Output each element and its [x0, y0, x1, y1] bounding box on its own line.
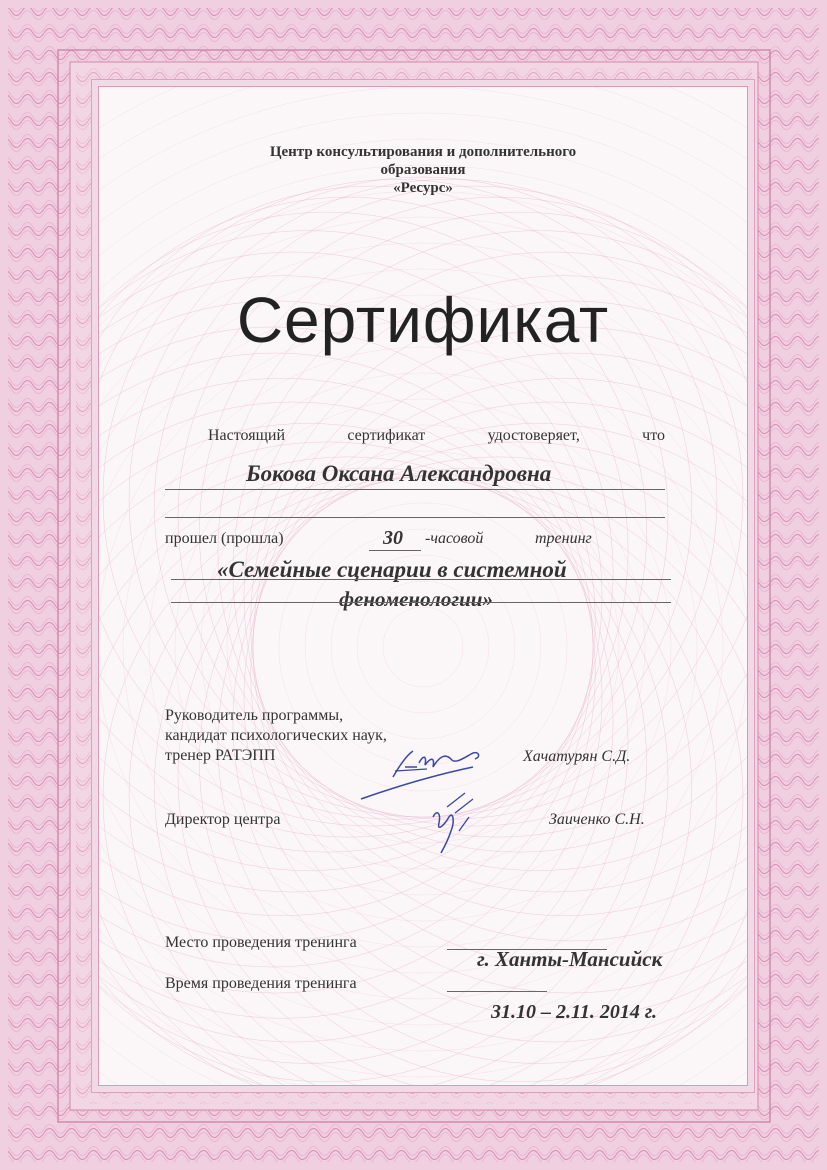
organization-line-3: «Ресурс» [393, 180, 453, 196]
training-underline-1 [171, 579, 671, 580]
intro-sentence [208, 427, 665, 445]
program-head-title-1: Руководитель программы, [165, 707, 344, 724]
organization-line-2: образования [380, 162, 466, 178]
signature-director [425, 787, 495, 859]
intro-word: удостоверяет, [487, 427, 580, 444]
blank-underline [165, 517, 665, 518]
training-type: тренинг [535, 530, 592, 547]
training-underline-2 [171, 602, 671, 603]
program-head-title-3: тренер РАТЭПП [165, 747, 276, 764]
recipient-name: Бокова Оксана Александровна [246, 461, 552, 486]
program-head-title-2: кандидат психологических наук, [165, 727, 387, 744]
recipient-underline [165, 489, 665, 490]
time-label: Время проведения тренинга [165, 975, 357, 992]
certificate-title: Сертификат [236, 284, 610, 356]
certificate-body [98, 86, 748, 1086]
time-underline [447, 991, 547, 992]
training-title-line-2: феноменологии» [339, 587, 493, 611]
organization-line-1: Центр консультирования и дополнительного [269, 144, 577, 160]
intro-word: что [642, 427, 665, 444]
program-head-name: Хачатурян С.Д. [523, 748, 631, 765]
training-hours: 30 [383, 527, 403, 549]
completion-prefix: прошел (прошла) [165, 530, 284, 547]
intro-word: Настоящий [208, 427, 286, 444]
intro-word: сертификат [347, 427, 426, 444]
hours-underline [369, 550, 421, 551]
time-value: 31.10 – 2.11. 2014 г. [491, 1001, 658, 1023]
training-title-line-1: «Семейные сценарии в системной [217, 557, 567, 582]
place-label: Место проведения тренинга [165, 934, 357, 951]
director-name: Заиченко С.Н. [549, 811, 645, 828]
place-value: г. Ханты-Мансийск [477, 947, 663, 971]
hours-suffix: -часовой [425, 530, 484, 547]
director-label: Директор центра [165, 811, 281, 828]
